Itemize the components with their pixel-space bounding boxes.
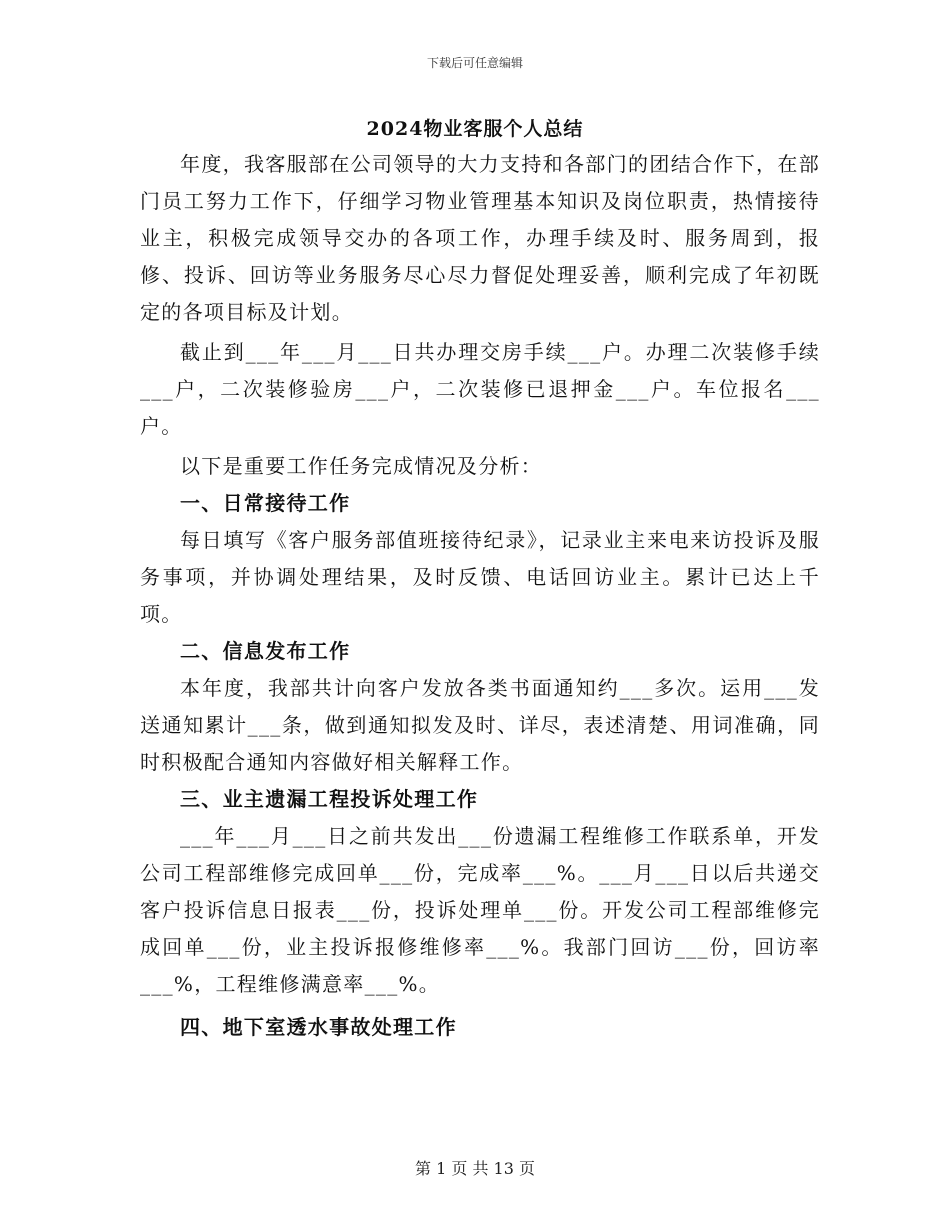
paragraph-overview: 以下是重要工作任务完成情况及分析： bbox=[180, 454, 543, 478]
document-body bbox=[140, 146, 820, 1046]
section-heading-reception: 一、日常接待工作 bbox=[180, 491, 351, 515]
header-note: 下载后可任意编辑 bbox=[426, 56, 523, 70]
paragraph-stats: 截止到___年___月___日共办理交房手续___户。办理二次装修手续___户，二次装修验房___户，二次装修已退押金___户。车位报名___户。 bbox=[140, 340, 820, 438]
paragraph-intro: 年度，我客服部在公司领导的大力支持和各部门的团结合作下，在部门员工努力工作下，仔细学习物业管理基本知识及岗位职责，热情接待业主，积极完成领导交办的各项工作，办理手续及时、服务周到，报修、投诉、回访等业务服务尽心尽力督促处理妥善，顺利完成了年初既定的各项目标及计划。 bbox=[140, 152, 820, 324]
section-heading-complaints: 三、业主遗漏工程投诉处理工作 bbox=[180, 787, 479, 811]
section-heading-basement: 四、地下室透水事故处理工作 bbox=[180, 1015, 457, 1039]
paragraph-reception: 每日填写《客户服务部值班接待纪录》，记录业主来电来访投诉及服务事项，并协调处理结果，及时反馈、电话回访业主。累计已达上千项。 bbox=[140, 528, 820, 626]
paragraph-notices: 本年度，我部共计向客户发放各类书面通知约___多次。运用___发送通知累计___条，做到通知拟发及时、详尽，表述清楚、用词准确，同时积极配合通知内容做好相关解释工作。 bbox=[140, 676, 820, 774]
paragraph-complaints: ___年___月___日之前共发出___份遗漏工程维修工作联系单，开发公司工程部维修完成回单___份，完成率___%。___月___日以后共递交客户投诉信息日报表___份，投诉处理单___份。开发公司工程部维修完成回单___份，业主投诉报修维修率___%。我部门回访___份，回访率___%，工程维修满意率___%。 bbox=[140, 824, 820, 996]
document-title: 2024物业客服个人总结 bbox=[366, 118, 584, 140]
page-footer: 第 1 页 共 13 页 bbox=[415, 1159, 535, 1178]
section-heading-notices: 二、信息发布工作 bbox=[180, 639, 351, 663]
